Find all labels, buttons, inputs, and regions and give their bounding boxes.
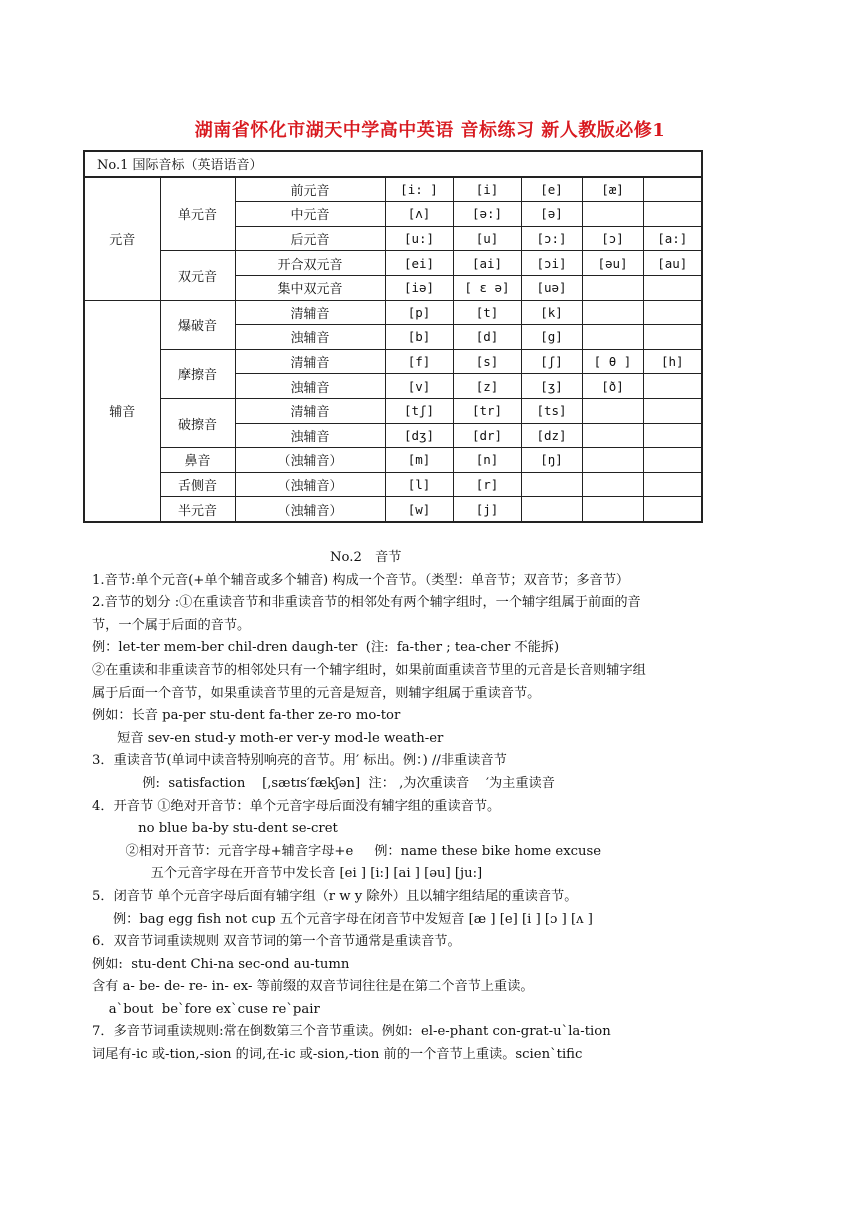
subcategory-cell: 摩擦音 [160,349,235,398]
phoneme-cell: [t] [453,300,521,325]
type-label-cell: 开合双元音 [235,251,385,276]
phoneme-cell: [ θ ] [582,349,643,374]
phoneme-cell: [tr] [453,398,521,423]
phoneme-cell: [g] [521,325,582,350]
phoneme-cell: [i: ] [385,177,453,202]
phoneme-cell [643,374,702,399]
text-line: 4．开音节 ①绝对开音节：单个元音字母后面没有辅字组的重读音节。 [92,798,501,814]
phoneme-cell: [ʃ] [521,349,582,374]
phoneme-cell: [əu] [582,251,643,276]
phoneme-cell: [ɔi] [521,251,582,276]
phoneme-cell [643,202,702,227]
phoneme-cell: [d] [453,325,521,350]
text-line: ②相对开音节：元音字母+辅音字母+e 例：name these bike home excuse [92,843,602,859]
table-row [84,300,702,325]
phoneme-cell: [dʒ] [385,423,453,448]
text-line: no blue ba-by stu-dent se-cret [92,821,338,837]
type-label-cell: （浊辅音） [235,497,385,522]
table-row [84,177,702,202]
phoneme-cell [521,497,582,522]
text-line: a`bout be`fore ex`cuse re`pair [92,1001,320,1017]
phoneme-cell [643,497,702,522]
table-row [84,251,702,276]
subcategory-cell: 舌侧音 [160,472,235,497]
phoneme-cell: [ɔ:] [521,226,582,251]
phoneme-cell: [j] [453,497,521,522]
type-label-cell: （浊辅音） [235,448,385,473]
phoneme-cell [582,398,643,423]
subcategory-cell: 双元音 [160,251,235,300]
text-line: 1.音节:单个元音(+单个辅音或多个辅音) 构成一个音节。（类型：单音节；双音节；多音节） [92,572,630,588]
phoneme-cell: [ɔ] [582,226,643,251]
subcategory-cell: 鼻音 [160,448,235,473]
phoneme-cell: [n] [453,448,521,473]
text-line: 6．双音节词重读规则 双音节词的第一个音节通常是重读音节。 [92,934,461,950]
subcategory-cell: 半元音 [160,497,235,522]
phoneme-cell: [ai] [453,251,521,276]
text-line: ②在重读和非重读音节的相邻处只有一个辅字组时，如果前面重读音节里的元音是长音则辅字组 [92,662,646,678]
text-line: 7．多音节词重读规则:常在倒数第三个音节重读。例如: el-e-phant con-grat-u`la-tion [92,1024,611,1040]
text-line: 属于后面一个音节，如果重读音节里的元音是短音，则辅字组属于重读音节。 [92,685,541,701]
phoneme-cell [582,325,643,350]
ipa-table [83,150,703,523]
phoneme-cell: [au] [643,251,702,276]
phoneme-cell: [k] [521,300,582,325]
phoneme-cell [521,472,582,497]
type-label-cell: 浊辅音 [235,325,385,350]
page-title: 湖南省怀化市湖天中学高中英语 音标练习 新人教版必修1 [194,120,666,141]
phoneme-cell: [p] [385,300,453,325]
phoneme-cell [643,423,702,448]
phoneme-cell: [iə] [385,275,453,300]
section-heading: No.2 音节 [330,550,402,565]
type-label-cell: 浊辅音 [235,374,385,399]
text-line: 例如: stu-dent Chi-na sec-ond au-tumn [92,956,350,972]
text-line: 3．重读音节(单词中读音特别响亮的音节。用′ 标出。例：) //非重读音节 [92,753,507,769]
type-label-cell: 清辅音 [235,300,385,325]
phoneme-cell: [u] [453,226,521,251]
phoneme-cell [582,472,643,497]
table-row [84,448,702,473]
phoneme-cell: [r] [453,472,521,497]
phoneme-cell [643,300,702,325]
category-consonant: 辅音 [84,300,160,522]
text-line: 五个元音字母在开音节中发长音 [ei ] [i:] [ai ] [əu] [ju:] [92,866,483,882]
phoneme-cell: [e] [521,177,582,202]
table-row [84,472,702,497]
phoneme-cell: [f] [385,349,453,374]
phoneme-cell: [æ] [582,177,643,202]
table-row [84,349,702,374]
text-line: 例如：长音 pa-per stu-dent fa-ther ze-ro mo-tor [92,708,401,724]
text-line: 例: satisfaction [,sætɪs′fækʃən] 注： ,为次重读音 ′为主重读音 [92,775,555,791]
syllable-section [92,547,732,1067]
category-vowel: 元音 [84,177,160,300]
text-line: 含有 a- be- de- re- in- ex- 等前缀的双音节词往往是在第二个音节上重读。 [92,979,534,995]
type-label-cell: 清辅音 [235,349,385,374]
type-label-cell: 浊辅音 [235,423,385,448]
type-label-cell: 清辅音 [235,398,385,423]
text-line: 5．闭音节 单个元音字母后面有辅字组（r w y 除外）且以辅字组结尾的重读音节。 [92,888,578,904]
subcategory-cell: 破擦音 [160,398,235,447]
phoneme-cell [643,398,702,423]
phoneme-cell [582,497,643,522]
phoneme-cell [643,448,702,473]
phoneme-cell [643,325,702,350]
phoneme-cell: [ei] [385,251,453,276]
type-label-cell: （浊辅音） [235,472,385,497]
phoneme-cell: [ʌ] [385,202,453,227]
phoneme-cell [643,472,702,497]
phoneme-cell: [ŋ] [521,448,582,473]
text-line: 2.音节的划分 :①在重读音节和非重读音节的相邻处有两个辅字组时，一个辅字组属于前面的音 [92,595,641,611]
table-header: No.1 国际音标（英语语音） [84,151,702,177]
phoneme-cell: [l] [385,472,453,497]
phoneme-cell [643,177,702,202]
phoneme-cell: [a:] [643,226,702,251]
phoneme-cell: [m] [385,448,453,473]
phoneme-cell: [w] [385,497,453,522]
phoneme-cell: [uə] [521,275,582,300]
type-label-cell: 后元音 [235,226,385,251]
subcategory-cell: 单元音 [160,177,235,251]
phoneme-cell: [ð] [582,374,643,399]
phoneme-cell [582,202,643,227]
phoneme-cell: [u:] [385,226,453,251]
phoneme-cell: [i] [453,177,521,202]
phoneme-cell [582,275,643,300]
phoneme-cell: [ə] [521,202,582,227]
phoneme-cell: [b] [385,325,453,350]
type-label-cell: 中元音 [235,202,385,227]
phoneme-cell: [h] [643,349,702,374]
text-line: 短音 sev-en stud-y moth-er ver-y mod-le weath-er [92,730,444,746]
text-line: 例：let-ter mem-ber chil-dren daugh-ter (注: fa-ther ; tea-cher 不能拆) [92,640,560,656]
phoneme-cell: [ts] [521,398,582,423]
subcategory-cell: 爆破音 [160,300,235,349]
phoneme-cell [643,275,702,300]
phoneme-cell: [ə:] [453,202,521,227]
phoneme-cell [582,423,643,448]
table-row [84,398,702,423]
phoneme-cell: [tʃ] [385,398,453,423]
phoneme-cell: [z] [453,374,521,399]
type-label-cell: 集中双元音 [235,275,385,300]
phoneme-cell: [dr] [453,423,521,448]
table-row [84,497,702,522]
phoneme-cell: [v] [385,374,453,399]
type-label-cell: 前元音 [235,177,385,202]
phoneme-cell [582,300,643,325]
text-line: 节，一个属于后面的音节。 [92,617,251,633]
phoneme-cell: [ ε ə] [453,275,521,300]
text-line: 例：bag egg fish not cup 五个元音字母在闭音节中发短音 [æ ] [e] [i ] [ɔ ] [ʌ ] [92,911,593,927]
phoneme-cell [582,448,643,473]
text-line: 词尾有-ic 或-tion,-sion 的词,在-ic 或-sion,-tion 前的一个音节上重读。scien`tific [92,1047,583,1063]
phoneme-cell: [dz] [521,423,582,448]
phoneme-cell: [ʒ] [521,374,582,399]
phoneme-cell: [s] [453,349,521,374]
